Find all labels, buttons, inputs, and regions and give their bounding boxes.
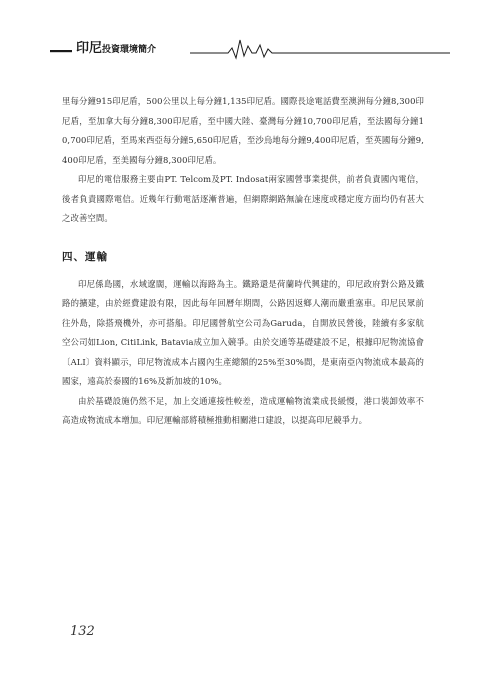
page-number: 132 <box>70 624 95 639</box>
running-header <box>50 36 450 60</box>
header-title <box>76 39 156 58</box>
page-body <box>62 92 424 431</box>
paragraph-telecom-rates: 里每分鐘915印尼盾，500公里以上每分鐘1,135印尼盾。國際長途電話費至澳洲每分鐘8,300印尼盾，至加拿大每分鐘8,300印尼盾，至中國大陸、臺灣每分鐘10,700印尼盾，至法國每分鐘10,700印尼盾，至馬來西亞每分鐘5,650印尼盾，至沙烏地每分鐘9,400印尼盾，至英國每分鐘9,400印尼盾，至美國每分鐘8,300印尼盾。 <box>62 96 424 165</box>
header-title-main: 印尼 <box>76 41 103 56</box>
section-heading-transport: 四、運輸 <box>62 250 108 263</box>
paragraph-transport-ports: 由於基礎設施仍然不足，加上交通連接性較差，造成運輸物流業成長緩慢，港口裝卸效率不高造成物流成本增加。印尼運輸部將積極推動相關港口建設，以提高印尼競爭力。 <box>62 395 424 425</box>
header-title-sub: 投資環境簡介 <box>102 45 157 55</box>
paragraph-transport-overview: 印尼係島國，水域遼闊，運輸以海路為主。鐵路還是荷蘭時代興建的，印尼政府對公路及鐵路的擴建，由於經費建設有限，因此每年回曆年期間，公路因返鄉人潮而嚴重塞車。印尼民眾前往外島，除搭飛機外，亦可搭船。印尼國營航空公司為Garuda，自開放民營後，陸續有多家航空公司如Lion, CitiLink, Batavia成立加入競爭。由於交通等基礎建設不足，根據印尼物流協會〔ALI〕資料顯示，印尼物流成本占國內生產總額的25%至30%間，是東南亞內物流成本最高的國家，遠高於泰國的16%及新加坡的10%。 <box>62 278 424 386</box>
paragraph-telecom-providers: 印尼的電信服務主要由PT. Telcom及PT. Indosat兩家國營事業提供，前者負責國內電信，後者負責國際電信。近幾年行動電話逐漸普遍，但網際網路無論在速度或穩定度方面均仍有甚大之改善空間。 <box>62 174 424 223</box>
